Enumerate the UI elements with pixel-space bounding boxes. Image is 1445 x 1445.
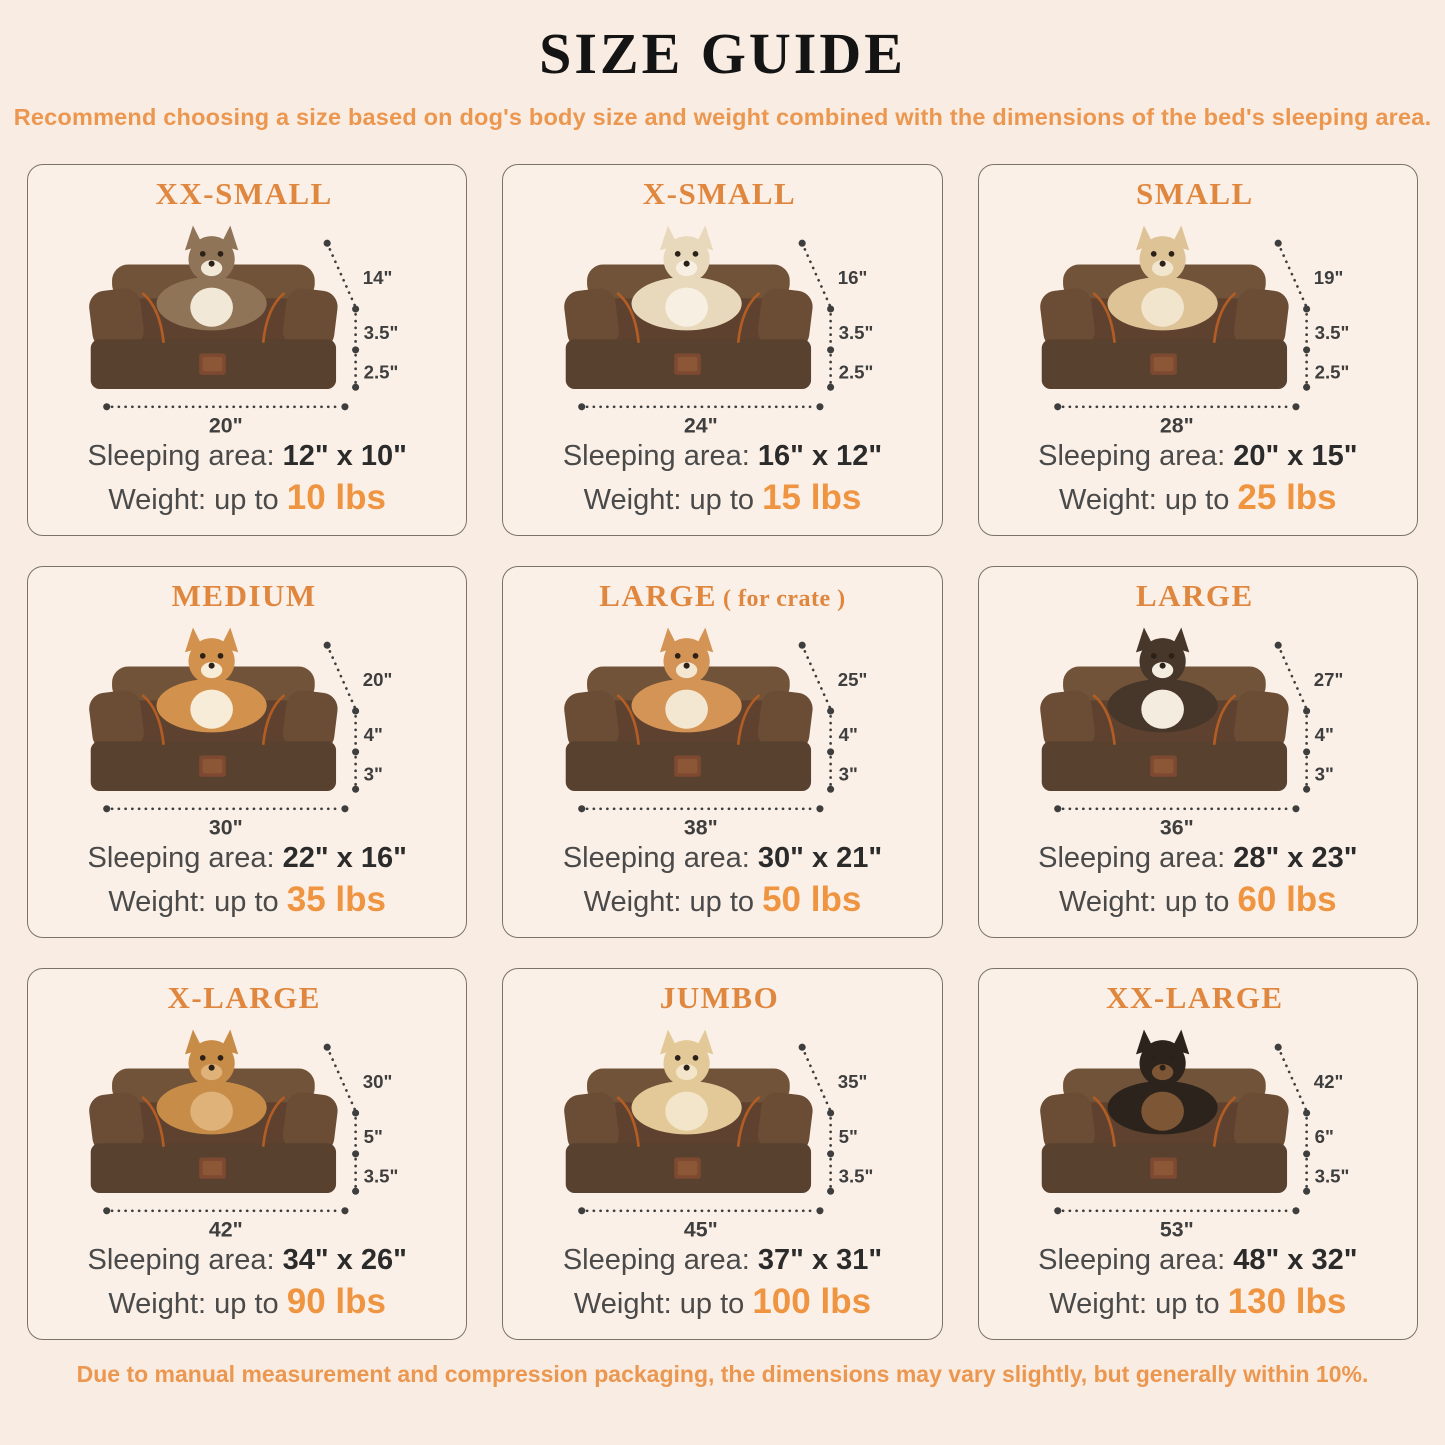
bed-brand-tag-inner xyxy=(1153,759,1173,773)
dim-diagonal-label: 14" xyxy=(362,267,393,289)
dim-dot xyxy=(1054,403,1061,410)
sleeping-area-value: 28" x 23" xyxy=(1233,842,1358,875)
dim-dot xyxy=(817,805,824,812)
pet-eye-right xyxy=(693,251,699,257)
pet-nose xyxy=(209,1065,215,1071)
sleeping-area-label: Sleeping area: xyxy=(562,440,750,473)
dim-dot xyxy=(352,346,359,353)
pet-eye-left xyxy=(675,653,681,659)
size-name xyxy=(167,981,326,1015)
dog-bed-illustration xyxy=(563,226,815,390)
dim-height2-label: 2.5" xyxy=(363,361,399,383)
dog-bed-illustration xyxy=(87,1030,339,1194)
bed-figure xyxy=(513,1017,931,1241)
size-name-text: LARGE xyxy=(599,578,718,613)
dim-dot xyxy=(827,708,834,715)
dim-dot xyxy=(827,1110,834,1117)
pet-eye-left xyxy=(675,1055,681,1061)
size-name xyxy=(1136,177,1260,211)
size-card xyxy=(978,164,1418,536)
weight-label: Weight: up to xyxy=(573,1288,745,1321)
weight-value: 15 lbs xyxy=(762,478,862,518)
sleeping-area-label: Sleeping area: xyxy=(562,842,750,875)
sleeping-area-line xyxy=(38,1243,456,1277)
dim-dot xyxy=(352,1150,359,1157)
bed-figure xyxy=(38,213,456,437)
dim-dot xyxy=(1303,1150,1310,1157)
pet-chest xyxy=(1141,288,1184,327)
dog-bed-illustration xyxy=(563,1030,815,1194)
pet-eye-left xyxy=(1151,653,1157,659)
dim-width-label: 36" xyxy=(1159,815,1194,840)
pet-eye-right xyxy=(693,1055,699,1061)
weight-line xyxy=(513,477,931,518)
dim-dot xyxy=(1292,403,1299,410)
weight-line xyxy=(513,1281,931,1322)
weight-label: Weight: up to xyxy=(1059,484,1230,517)
pet-nose xyxy=(209,663,215,669)
sleeping-area-value: 34" x 26" xyxy=(282,1244,407,1277)
size-name-text: X-LARGE xyxy=(167,980,321,1015)
size-name xyxy=(1106,981,1289,1015)
pet-nose xyxy=(1159,261,1165,267)
pet-chest xyxy=(1141,690,1184,729)
pet-nose xyxy=(1159,1065,1165,1071)
sleeping-area-value: 12" x 10" xyxy=(282,440,407,473)
pet-eye-left xyxy=(675,251,681,257)
dog-bed-illustration xyxy=(87,226,339,390)
pet-chest xyxy=(666,690,709,729)
sleeping-area-label: Sleeping area: xyxy=(87,1244,275,1277)
dim-height2-label: 3" xyxy=(838,763,859,785)
pet-chest xyxy=(1141,1092,1184,1131)
sleeping-area-value: 22" x 16" xyxy=(282,842,407,875)
sleeping-area-label: Sleeping area: xyxy=(1038,1244,1226,1277)
sleeping-area-label: Sleeping area: xyxy=(87,842,275,875)
bed-diagram xyxy=(989,1017,1407,1241)
dim-dot xyxy=(1303,306,1310,313)
dim-dot xyxy=(1303,1110,1310,1117)
dim-width-label: 24" xyxy=(684,413,719,438)
size-card xyxy=(27,968,467,1340)
pet-nose xyxy=(684,663,690,669)
dim-dot xyxy=(827,748,834,755)
dim-diagonal-label: 42" xyxy=(1313,1071,1343,1093)
page-title: SIZE GUIDE xyxy=(539,21,906,86)
dim-diagonal-label: 27" xyxy=(1313,669,1343,691)
bed-diagram xyxy=(513,615,931,839)
dim-dot xyxy=(1303,1188,1310,1195)
dim-dot xyxy=(1303,786,1310,793)
bed-diagram xyxy=(38,615,456,839)
pet-chest xyxy=(666,1092,709,1131)
weight-label: Weight: up to xyxy=(583,886,755,919)
pet-chest xyxy=(190,1092,233,1131)
dim-diagonal-label: 20" xyxy=(362,669,393,691)
pet-eye-right xyxy=(1168,653,1174,659)
dog-bed-illustration xyxy=(563,628,815,792)
dim-width-label: 38" xyxy=(684,815,719,840)
bed-figure xyxy=(989,615,1407,839)
dim-height1-label: 5" xyxy=(838,1126,859,1148)
dim-dot xyxy=(1054,1207,1061,1214)
dim-width-label: 30" xyxy=(208,815,243,840)
sleeping-area-value: 48" x 32" xyxy=(1233,1244,1358,1277)
bed-brand-tag-inner xyxy=(1153,1161,1173,1175)
size-name xyxy=(643,177,802,211)
weight-label: Weight: up to xyxy=(1049,1288,1220,1321)
dim-dot xyxy=(827,346,834,353)
dim-dot xyxy=(352,1110,359,1117)
weight-line xyxy=(989,1281,1407,1322)
dim-height1-label: 3.5" xyxy=(1314,322,1350,344)
sleeping-area-label: Sleeping area: xyxy=(1038,842,1226,875)
weight-line xyxy=(38,879,456,920)
sleeping-area-value: 37" x 31" xyxy=(757,1244,883,1277)
weight-line xyxy=(989,879,1407,920)
bed-brand-tag-inner xyxy=(203,1161,223,1175)
sleeping-area-line xyxy=(513,1243,931,1277)
bed-figure xyxy=(38,1017,456,1241)
dim-height1-label: 3.5" xyxy=(838,322,874,344)
size-card xyxy=(978,566,1418,938)
weight-value: 35 lbs xyxy=(286,880,386,920)
bed-brand-tag-inner xyxy=(203,759,223,773)
bed-brand-tag-inner xyxy=(678,759,698,773)
dim-width-label: 20" xyxy=(208,413,243,438)
size-name-suffix: ( for crate ) xyxy=(723,586,846,612)
dim-height2-label: 2.5" xyxy=(838,361,874,383)
dog-bed-illustration xyxy=(87,628,339,792)
dim-width-label: 53" xyxy=(1159,1217,1194,1242)
dim-dot xyxy=(103,403,110,410)
dim-dot xyxy=(352,306,359,313)
pet-nose xyxy=(209,261,215,267)
size-card xyxy=(27,566,467,938)
pet-chest xyxy=(666,288,709,327)
dim-dot xyxy=(352,786,359,793)
weight-value: 130 lbs xyxy=(1227,1282,1347,1322)
pet-eye-right xyxy=(693,653,699,659)
weight-label: Weight: up to xyxy=(583,484,755,517)
sleeping-area-value: 20" x 15" xyxy=(1233,440,1358,473)
pet-eye-right xyxy=(218,1055,224,1061)
weight-value: 25 lbs xyxy=(1237,478,1337,518)
bed-figure xyxy=(989,1017,1407,1241)
pet-eye-left xyxy=(1151,1055,1157,1061)
dim-dot xyxy=(578,403,585,410)
bed-brand-tag-inner xyxy=(1153,357,1173,371)
dim-dot xyxy=(352,748,359,755)
dim-dot xyxy=(341,1207,348,1214)
sleeping-area-line xyxy=(38,439,456,473)
size-name-text: SMALL xyxy=(1135,176,1254,211)
dim-width-label: 45" xyxy=(684,1217,719,1242)
sleeping-area-line xyxy=(989,439,1407,473)
dim-dot xyxy=(827,786,834,793)
size-name-text: X-SMALL xyxy=(642,176,797,211)
pet-eye-right xyxy=(218,653,224,659)
pet-eye-left xyxy=(200,1055,206,1061)
dim-dot xyxy=(827,384,834,391)
dim-dot xyxy=(578,1207,585,1214)
weight-line xyxy=(38,1281,456,1322)
dim-dot xyxy=(1303,708,1310,715)
page-footnote: Due to manual measurement and compression packaging, the dimensions may vary slightly, but generally within 10%. xyxy=(76,1361,1369,1387)
dim-dot xyxy=(1303,748,1310,755)
dim-height2-label: 2.5" xyxy=(1314,361,1350,383)
weight-line xyxy=(989,477,1407,518)
sleeping-area-line xyxy=(513,841,931,875)
weight-line xyxy=(38,477,456,518)
pet-eye-left xyxy=(200,251,206,257)
bed-brand-tag-inner xyxy=(678,357,698,371)
dim-dot xyxy=(1303,346,1310,353)
dim-diagonal-label: 25" xyxy=(838,669,868,691)
pet-nose xyxy=(1159,663,1165,669)
size-name xyxy=(599,579,845,613)
dim-dot xyxy=(827,1188,834,1195)
weight-value: 90 lbs xyxy=(286,1282,386,1322)
size-name-text: JUMBO xyxy=(659,980,780,1015)
sleeping-area-label: Sleeping area: xyxy=(1038,440,1226,473)
dim-dot xyxy=(827,306,834,313)
sleeping-area-value: 16" x 12" xyxy=(757,440,883,473)
size-name-text: XX-SMALL xyxy=(155,176,333,211)
pet-eye-left xyxy=(1151,251,1157,257)
bed-diagram xyxy=(513,213,931,437)
dog-bed-illustration xyxy=(1038,628,1290,792)
dim-diagonal-label: 16" xyxy=(838,267,868,289)
dim-height1-label: 4" xyxy=(363,724,383,746)
weight-value: 60 lbs xyxy=(1237,880,1337,920)
size-card xyxy=(502,164,942,536)
dim-height1-label: 3.5" xyxy=(363,322,399,344)
dim-dot xyxy=(103,805,110,812)
bed-diagram xyxy=(989,615,1407,839)
size-name xyxy=(155,177,338,211)
weight-label: Weight: up to xyxy=(1059,886,1230,919)
dim-dot xyxy=(1303,384,1310,391)
pet-nose xyxy=(684,1065,690,1071)
dog-bed-illustration xyxy=(1038,1030,1290,1194)
pet-chest xyxy=(190,690,233,729)
bed-figure xyxy=(513,615,931,839)
bed-figure xyxy=(989,213,1407,437)
weight-value: 100 lbs xyxy=(752,1282,872,1322)
size-card xyxy=(502,566,942,938)
weight-value: 10 lbs xyxy=(286,478,386,518)
dim-height1-label: 4" xyxy=(838,724,859,746)
dim-height1-label: 6" xyxy=(1314,1126,1334,1148)
dim-height1-label: 5" xyxy=(363,1126,383,1148)
sleeping-area-line xyxy=(989,841,1407,875)
dim-height2-label: 3" xyxy=(1314,763,1334,785)
dim-dot xyxy=(1292,805,1299,812)
dim-diagonal-label: 35" xyxy=(838,1071,868,1093)
dim-dot xyxy=(352,1188,359,1195)
dim-height1-label: 4" xyxy=(1314,724,1334,746)
sleeping-area-label: Sleeping area: xyxy=(87,440,275,473)
dog-bed-illustration xyxy=(1038,226,1290,390)
weight-line xyxy=(513,879,931,920)
pet-eye-right xyxy=(1168,251,1174,257)
bed-diagram xyxy=(38,213,456,437)
size-name-text: XX-LARGE xyxy=(1106,980,1284,1015)
sleeping-area-value: 30" x 21" xyxy=(757,842,883,875)
sleeping-area-line xyxy=(38,841,456,875)
dim-width-label: 42" xyxy=(208,1217,243,1242)
dim-dot xyxy=(1292,1207,1299,1214)
dim-height2-label: 3.5" xyxy=(363,1165,399,1187)
size-card xyxy=(978,968,1418,1340)
size-name xyxy=(172,579,323,613)
weight-label: Weight: up to xyxy=(108,886,279,919)
size-name xyxy=(1136,579,1260,613)
dim-dot xyxy=(352,708,359,715)
page-header xyxy=(0,0,1445,131)
pet-nose xyxy=(684,261,690,267)
size-card xyxy=(27,164,467,536)
weight-label: Weight: up to xyxy=(108,484,279,517)
dim-dot xyxy=(341,805,348,812)
page-subtitle: Recommend choosing a size based on dog's body size and weight combined with the dimensions of the bed's sleeping area. xyxy=(13,104,1432,130)
dim-height2-label: 3.5" xyxy=(1314,1165,1350,1187)
pet-eye-right xyxy=(218,251,224,257)
bed-brand-tag-inner xyxy=(678,1161,698,1175)
bed-diagram xyxy=(989,213,1407,437)
dim-diagonal-label: 19" xyxy=(1313,267,1343,289)
dim-dot xyxy=(827,1150,834,1157)
bed-brand-tag-inner xyxy=(203,357,223,371)
dim-dot xyxy=(103,1207,110,1214)
dim-dot xyxy=(1054,805,1061,812)
bed-diagram xyxy=(513,1017,931,1241)
size-card xyxy=(502,968,942,1340)
weight-label: Weight: up to xyxy=(108,1288,279,1321)
pet-chest xyxy=(190,288,233,327)
dim-dot xyxy=(578,805,585,812)
weight-value: 50 lbs xyxy=(762,880,862,920)
dim-diagonal-label: 30" xyxy=(362,1071,393,1093)
sleeping-area-label: Sleeping area: xyxy=(562,1244,750,1277)
dim-height2-label: 3" xyxy=(363,763,383,785)
size-name-text: MEDIUM xyxy=(171,578,317,613)
pet-eye-left xyxy=(200,653,206,659)
sleeping-area-line xyxy=(513,439,931,473)
bed-figure xyxy=(513,213,931,437)
sleeping-area-line xyxy=(989,1243,1407,1277)
dim-dot xyxy=(817,403,824,410)
bed-figure xyxy=(38,615,456,839)
dim-dot xyxy=(817,1207,824,1214)
size-name xyxy=(660,981,785,1015)
dim-dot xyxy=(352,384,359,391)
pet-eye-right xyxy=(1168,1055,1174,1061)
dim-dot xyxy=(341,403,348,410)
size-name-text: LARGE xyxy=(1135,578,1254,613)
bed-diagram xyxy=(38,1017,456,1241)
dim-width-label: 28" xyxy=(1159,413,1194,438)
dim-height2-label: 3.5" xyxy=(838,1165,874,1187)
size-grid xyxy=(0,164,1445,1340)
